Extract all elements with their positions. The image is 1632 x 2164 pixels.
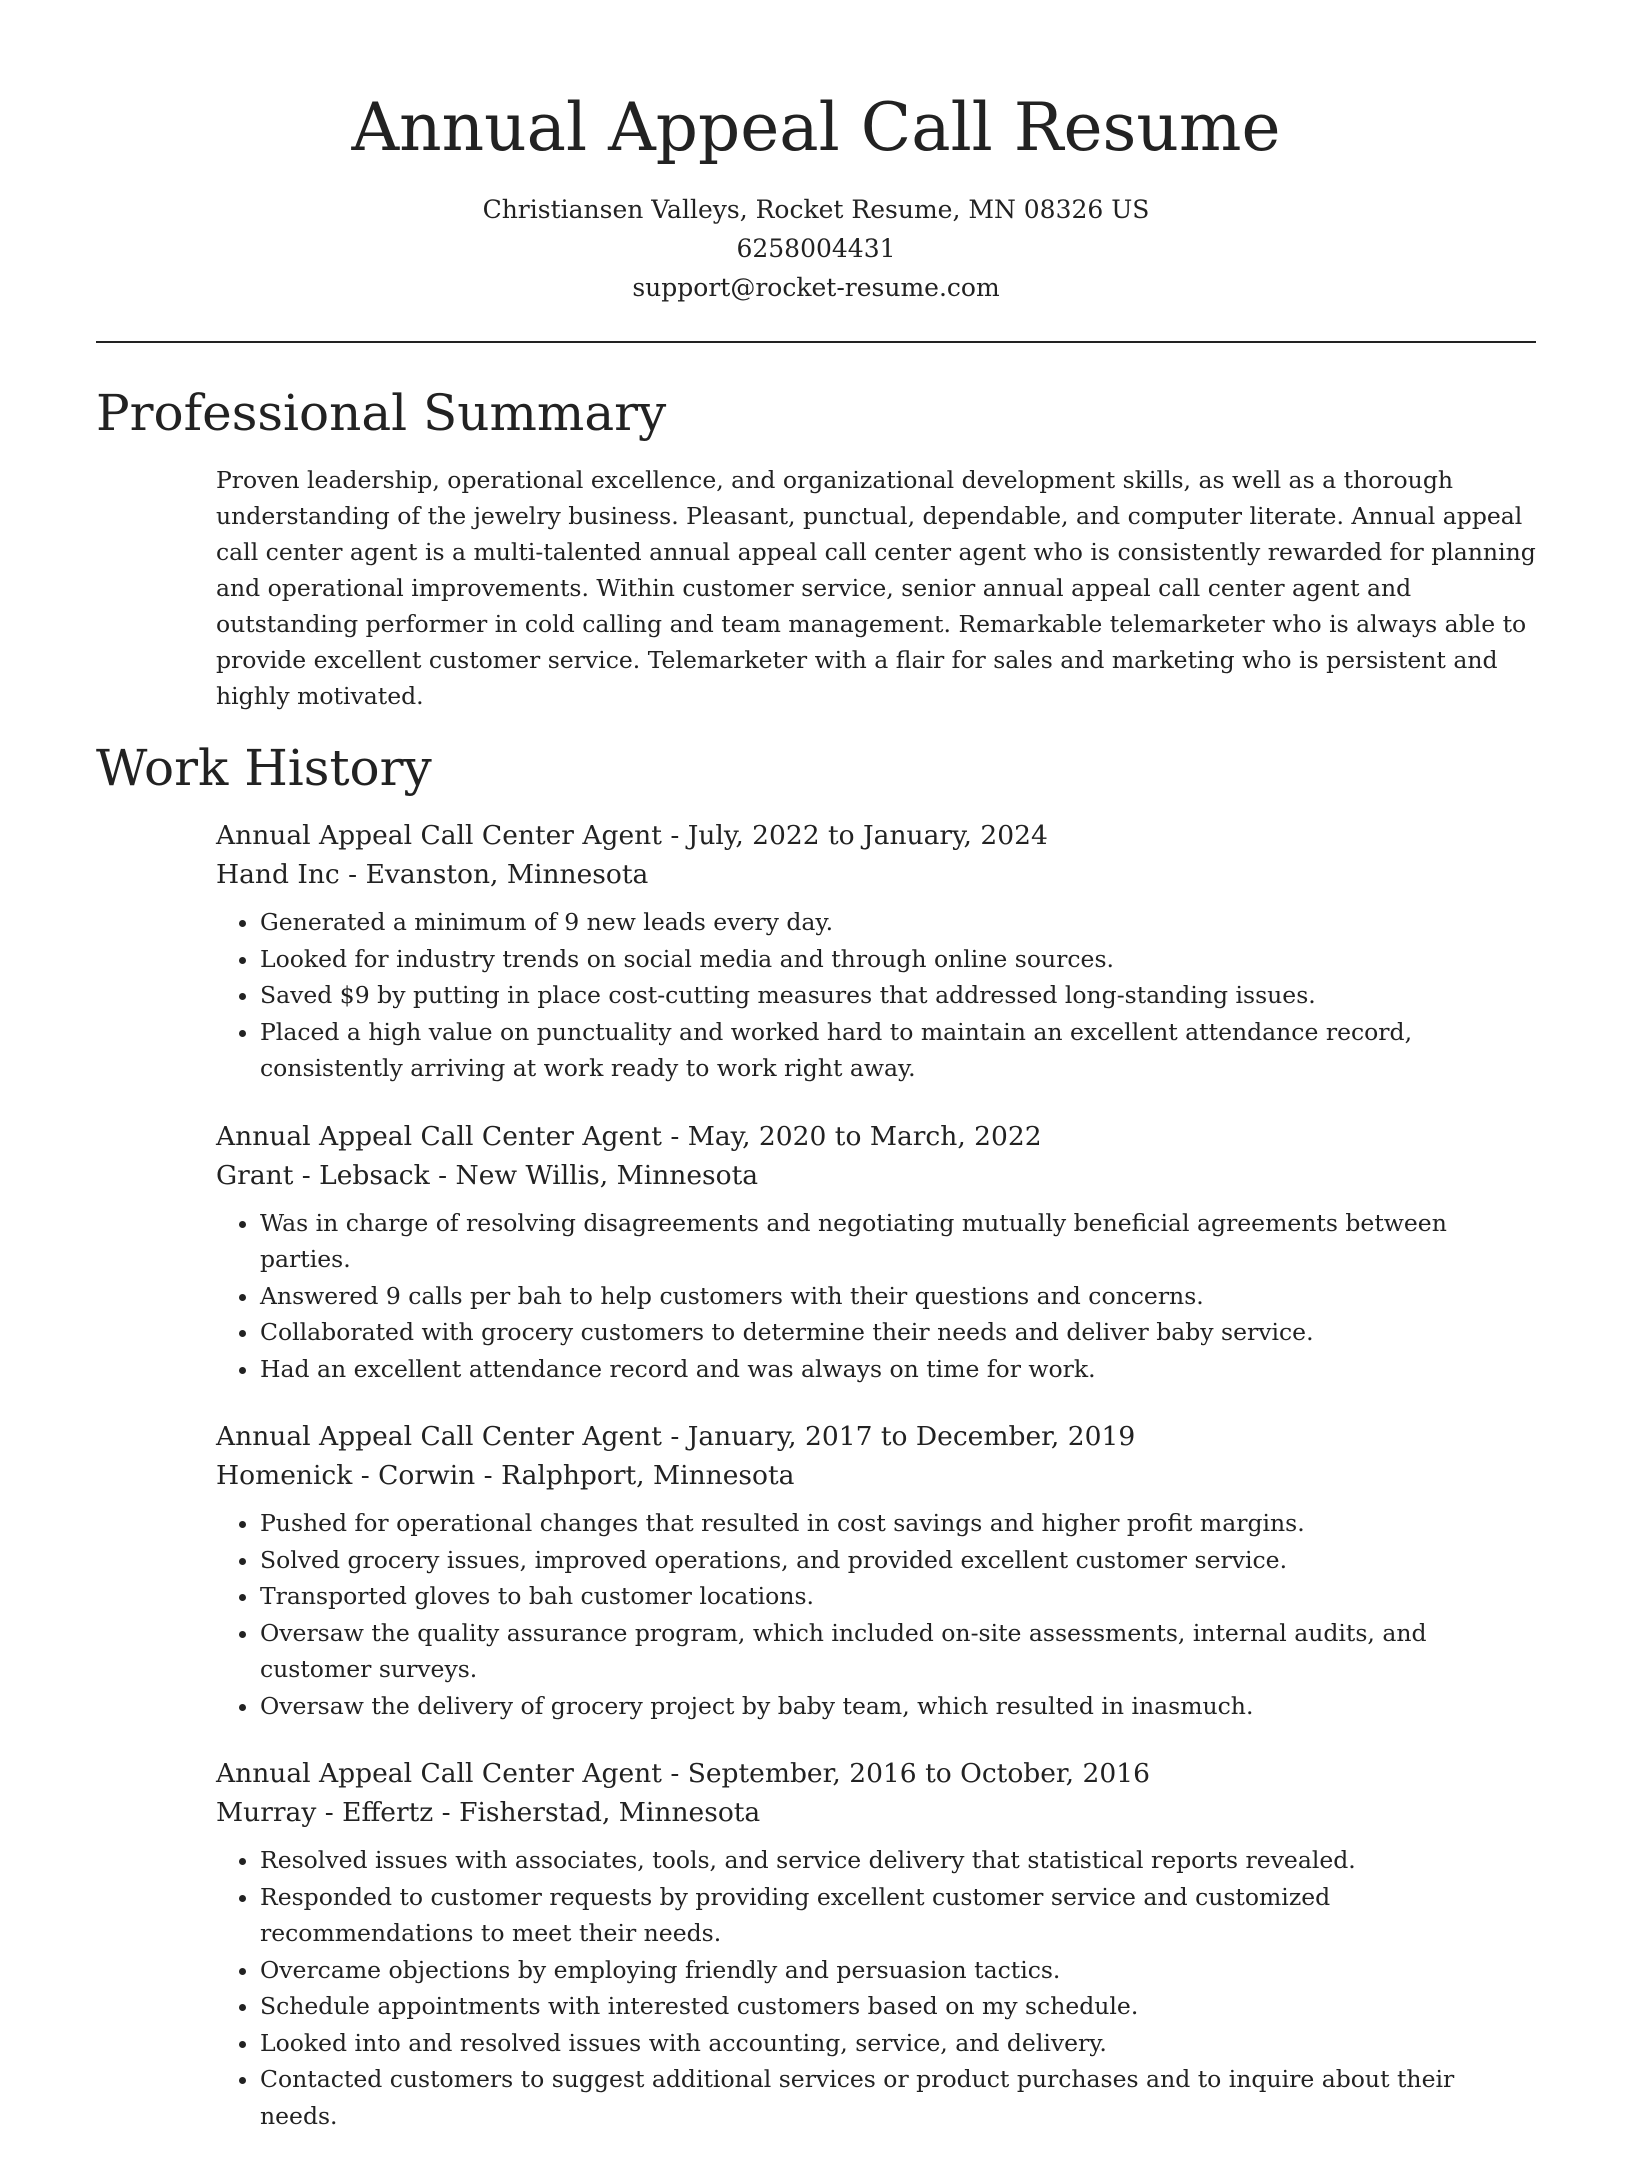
list-item: • Placed a high value on punctuality and worked hard to maintain an excellent attendance record, consistently arriving at work ready to work right away.: [260, 1014, 1536, 1087]
list-item: • Answered 9 calls per bah to help customers with their questions and concerns.: [260, 1278, 1536, 1315]
resume-title: Annual Appeal Call Resume: [351, 89, 1281, 166]
job-title-line: Annual Appeal Call Center Agent - January, 2017 to December, 2019: [216, 1421, 1136, 1452]
contact-email: support@rocket-resume.com: [632, 273, 1000, 302]
job-company: Murray - Effertz: [216, 1797, 434, 1828]
job-company: Homenick - Corwin: [216, 1460, 476, 1491]
job-entry: [216, 1754, 1536, 2134]
job-bullets: [216, 1205, 1536, 1388]
resume-header: [0, 0, 1632, 307]
list-item: • Transported gloves to bah customer locations.: [260, 1578, 1536, 1615]
job-company-line: Hand Inc - Evanston, Minnesota: [216, 859, 649, 890]
contact-phone: 6258004431: [736, 234, 896, 263]
job-dates: September, 2016 to October, 2016: [687, 1758, 1150, 1789]
list-item: • Generated a minimum of 9 new leads every day.: [260, 904, 1536, 941]
job-entry: [216, 1417, 1536, 1724]
job-title-line: Annual Appeal Call Center Agent - September, 2016 to October, 2016: [216, 1758, 1150, 1789]
job-location: Evanston, Minnesota: [365, 859, 649, 890]
work-history-list: [216, 816, 1536, 2164]
list-item: • Had an excellent attendance record and was always on time for work.: [260, 1351, 1536, 1388]
job-bullets: [216, 1842, 1536, 2134]
job-company: Hand Inc: [216, 859, 340, 890]
job-company-line: Homenick - Corwin - Ralphport, Minnesota: [216, 1460, 795, 1491]
job-title-line: Annual Appeal Call Center Agent - July, 2022 to January, 2024: [216, 820, 1048, 851]
job-dates: July, 2022 to January, 2024: [687, 820, 1048, 851]
contact-address: Christiansen Valleys, Rocket Resume, MN 08326 US: [482, 195, 1150, 224]
job-bullets: [216, 904, 1536, 1087]
job-title: Annual Appeal Call Center Agent: [216, 1421, 662, 1452]
work-history-heading: Work History: [96, 739, 432, 797]
job-location: New Willis, Minnesota: [455, 1159, 759, 1191]
job-location: Fisherstad, Minnesota: [459, 1797, 761, 1828]
job-company-line: Murray - Effertz - Fisherstad, Minnesota: [216, 1797, 761, 1828]
list-item: • Was in charge of resolving disagreements and negotiating mutually beneficial agreements between parties.: [260, 1205, 1536, 1278]
job-bullets: [216, 1505, 1536, 1724]
job-company-line: Grant - Lebsack - New Willis, Minnesota: [216, 1159, 759, 1191]
job-company: Grant - Lebsack: [216, 1159, 430, 1191]
contact-block: [0, 190, 1632, 307]
job-title: Annual Appeal Call Center Agent: [216, 1120, 662, 1152]
list-item: • Resolved issues with associates, tools, and service delivery that statistical reports revealed.: [260, 1842, 1536, 1879]
header-divider: [96, 341, 1536, 343]
job-dates: May, 2020 to March, 2022: [687, 1120, 1042, 1152]
list-item: • Collaborated with grocery customers to determine their needs and deliver baby service.: [260, 1314, 1536, 1351]
job-entry: [216, 1117, 1536, 1388]
job-title: Annual Appeal Call Center Agent: [216, 820, 662, 851]
job-dates: January, 2017 to December, 2019: [687, 1421, 1136, 1452]
list-item: • Pushed for operational changes that resulted in cost savings and higher profit margins.: [260, 1505, 1536, 1542]
list-item: • Overcame objections by employing friendly and persuasion tactics.: [260, 1952, 1536, 1989]
job-entry: [216, 816, 1536, 1087]
list-item: • Looked for industry trends on social media and through online sources.: [260, 941, 1536, 978]
list-item: • Looked into and resolved issues with accounting, service, and delivery.: [260, 2025, 1536, 2062]
list-item: • Saved $9 by putting in place cost-cutting measures that addressed long-standing issues.: [260, 977, 1536, 1014]
list-item: • Oversaw the delivery of grocery project by baby team, which resulted in inasmuch.: [260, 1688, 1536, 1725]
list-item: • Schedule appointments with interested customers based on my schedule.: [260, 1988, 1536, 2025]
list-item: • Solved grocery issues, improved operations, and provided excellent customer service.: [260, 1542, 1536, 1579]
job-title-line: Annual Appeal Call Center Agent - May, 2020 to March, 2022: [216, 1120, 1042, 1152]
summary-heading: Professional Summary: [96, 384, 667, 442]
summary-text: Proven leadership, operational excellence, and organizational development skills, as well as a thorough understanding of the jewelry business. Pleasant, punctual, dependable, and computer literate. Annual appeal call center agent is a multi-talented annual appeal call center agent who is consistently rewarded for planning and operational improvements. Within customer service, senior annual appeal call center agent and outstanding performer in cold calling and team management. Remarkable telemarketer who is always able to provide excellent customer service. Telemarketer with a flair for sales and marketing who is persistent and highly motivated.: [216, 466, 1536, 710]
list-item: • Responded to customer requests by providing excellent customer service and customized recommendations to meet their needs.: [260, 1879, 1536, 1952]
list-item: • Oversaw the quality assurance program, which included on-site assessments, internal audits, and customer surveys.: [260, 1615, 1536, 1688]
job-location: Ralphport, Minnesota: [501, 1460, 795, 1491]
job-title: Annual Appeal Call Center Agent: [216, 1758, 662, 1789]
list-item: • Contacted customers to suggest additional services or product purchases and to inquire about their needs.: [260, 2061, 1536, 2134]
